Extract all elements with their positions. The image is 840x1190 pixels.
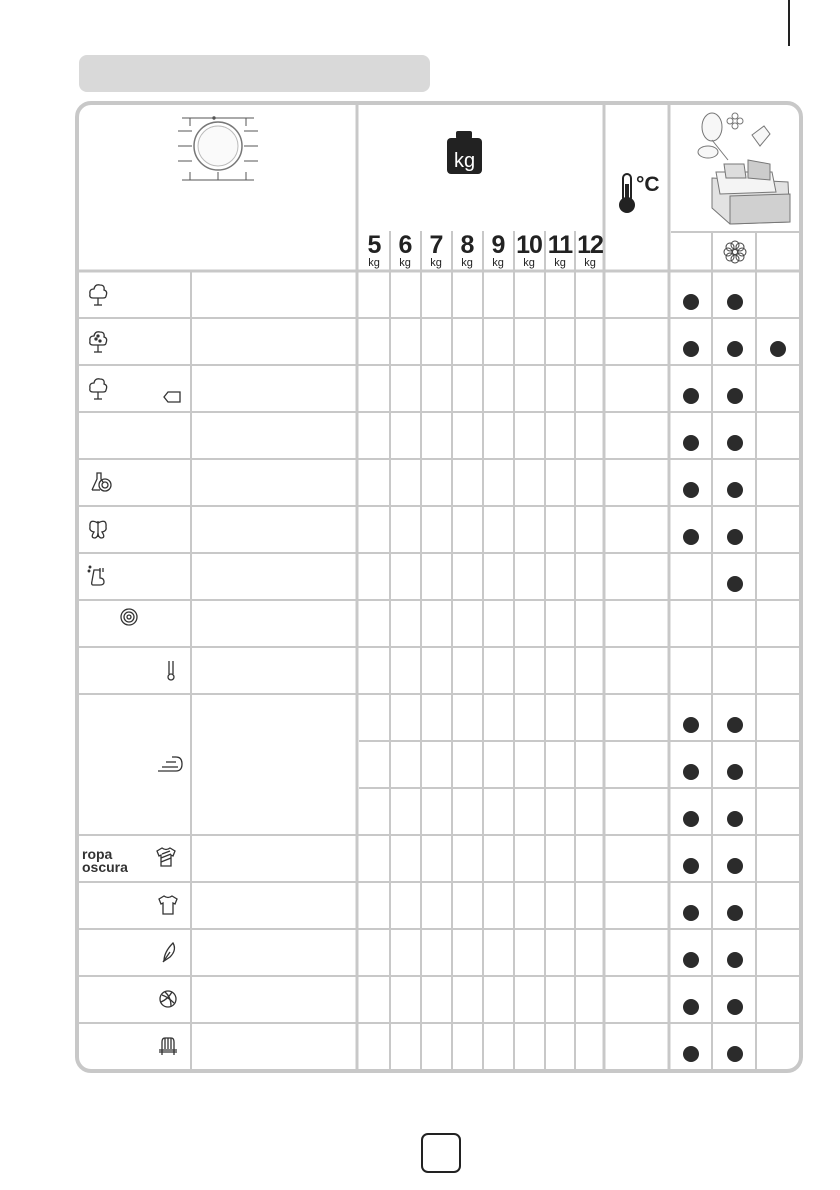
drain-icon [168,661,174,680]
capacity-9-kg [483,233,513,269]
weight-kg-label: kg [453,150,476,172]
wool-icon [160,991,176,1007]
row-label-line: ropa [82,846,113,862]
detergent-dot [727,999,743,1015]
detergent-dot [683,341,699,357]
capacity-unit: kg [430,257,442,269]
page-number-box [421,1133,461,1173]
detergent-dot [683,952,699,968]
capacity-unit: kg [523,257,535,269]
program-dial-icon [178,117,258,180]
capacity-value: 12 [577,231,603,259]
cotton-eco-icon [90,379,107,399]
detergent-dot [727,576,743,592]
detergent-dot [727,341,743,357]
capacity-value: 9 [491,231,505,259]
dark-clothes-icon [157,848,175,866]
rinse-icon [88,566,104,585]
detergent-dot [683,388,699,404]
capacity-unit: kg [399,257,411,269]
capacity-value: 11 [547,231,573,259]
detergent-dot [727,905,743,921]
delicate-icon [90,521,106,538]
detergent-dot [683,529,699,545]
capacity-value: 10 [516,231,542,259]
detergent-dot [683,717,699,733]
capacity-value: 5 [367,231,381,259]
detergent-dot [727,435,743,451]
detergent-dot [770,341,786,357]
detergent-dot [727,388,743,404]
eco-tag-icon [164,392,180,402]
detergent-dot [727,529,743,545]
feather-icon [163,943,174,962]
weight-kg-icon [447,131,482,174]
shirt-icon [159,896,177,914]
detergent-drawer-icon [698,113,790,224]
capacity-unit: kg [461,257,473,269]
detergent-dot [727,294,743,310]
detergent-dot [683,811,699,827]
detergent-dot [683,294,699,310]
detergent-dot [727,952,743,968]
thermometer-icon [619,174,635,213]
detergent-dot [727,482,743,498]
hand-wash-icon [159,1038,177,1055]
detergent-dot [683,764,699,780]
temperature-unit-label: °C [636,173,660,196]
capacity-value: 8 [460,231,474,259]
detergent-dot [683,905,699,921]
quick-icon [158,757,182,771]
capacity-unit: kg [584,257,596,269]
detergent-dot [683,999,699,1015]
capacity-6-kg [390,233,420,269]
capacity-10-kg [514,233,544,269]
capacity-value: 7 [429,231,443,259]
capacity-value: 6 [398,231,412,259]
detergent-dot [683,435,699,451]
softener-icon [724,241,746,263]
cotton-icon [90,285,107,305]
capacity-unit: kg [492,257,504,269]
detergent-dot [683,482,699,498]
capacity-7-kg [421,233,451,269]
synthetic-icon [92,473,111,491]
row-label-line: oscura [82,859,128,875]
detergent-dot [683,858,699,874]
spin-icon [121,609,137,625]
detergent-dot [727,764,743,780]
detergent-dot [727,1046,743,1062]
capacity-5-kg [359,233,389,269]
detergent-dot [727,717,743,733]
detergent-dot [727,858,743,874]
capacity-12-kg [575,233,605,269]
capacity-11-kg [545,233,575,269]
capacity-8-kg [452,233,482,269]
cotton-prewash-icon [90,332,107,352]
capacity-unit: kg [554,257,566,269]
capacity-unit: kg [368,257,380,269]
detergent-dot [683,1046,699,1062]
detergent-dot [727,811,743,827]
